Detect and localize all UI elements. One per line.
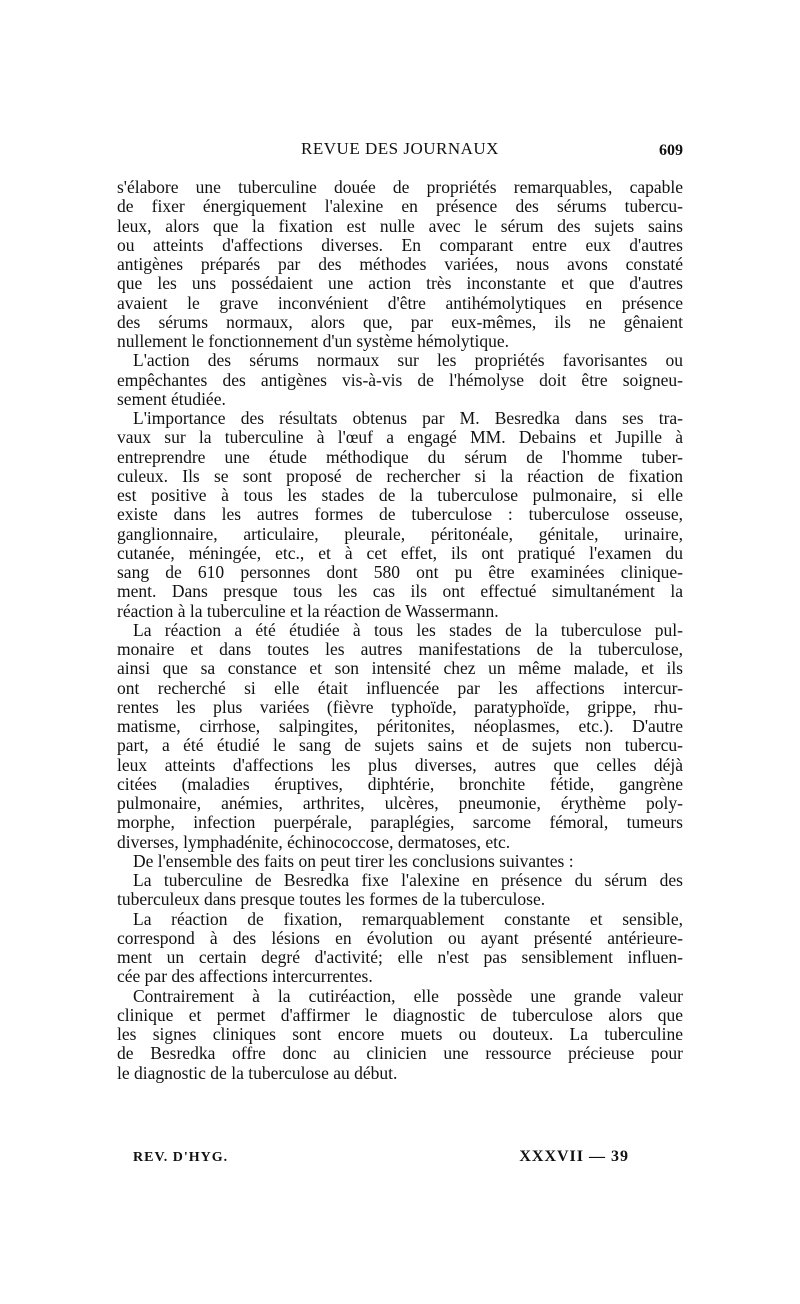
text-line: De l'ensemble des faits on peut tirer les conclusions suivantes : [133, 850, 574, 871]
text-line: ou atteints d'affections diverses. En comparant entre eux d'autres [117, 234, 683, 255]
text-line: ainsi que sa constance et son intensité chez un même malade, et ils [117, 658, 683, 679]
text-line: entreprendre une étude méthodique du sérum de l'homme tuber- [117, 446, 683, 467]
text-line: citées (maladies éruptives, diphtérie, bronchite fétide, gangrène [117, 773, 683, 794]
text-line: ment. Dans presque tous les cas ils ont effectué simultanément la [117, 581, 683, 602]
text-line: cutanée, méningée, etc., et à cet effet, ils ont pratiqué l'examen du [117, 542, 683, 563]
text-line: ont recherché si elle était influencée par les affections intercur- [117, 677, 683, 698]
text-line: leux, alors que la fixation est nulle avec le sérum des sujets sains [117, 215, 683, 236]
text-line: nullement le fonctionnement d'un système hémolytique. [117, 331, 509, 351]
text-line: ment un certain degré d'activité; elle n'est pas sensiblement influen- [117, 947, 683, 967]
text-line: réaction à la tuberculine et la réaction de Wassermann. [117, 600, 499, 621]
text-line: est positive à tous les stades de la tuberculose pulmonaire, si elle [117, 485, 683, 505]
printer-signature: XXXVII — 39 [519, 1148, 629, 1165]
text-line: correspond à des lésions en évolution ou ayant présenté antérieure- [117, 927, 683, 948]
text-line: existe dans les autres formes de tuberculose : tuberculose osseuse, [117, 504, 683, 525]
text-line: monaire et dans toutes les autres manifestations de la tuberculose, [117, 639, 683, 659]
text-line: le diagnostic de la tuberculose au début. [117, 1062, 398, 1083]
text-line: vaux sur la tuberculine à l'œuf a engagé MM. Debains et Jupille à [117, 427, 683, 448]
text-line: L'importance des résultats obtenus par M. Besredka dans ses tra- [133, 408, 683, 428]
text-line: s'élabore une tuberculine douée de propriétés remarquables, capable [117, 177, 683, 197]
text-line: pulmonaire, anémies, arthrites, ulcères, pneumonie, érythème poly- [117, 793, 683, 813]
text-line: La tuberculine de Besredka fixe l'alexine en présence du sérum des [133, 870, 683, 890]
text-line: part, a été étudié le sang de sujets sains et de sujets non tubercu- [117, 735, 683, 756]
text-line: les signes cliniques sont encore muets ou douteux. La tuberculine [117, 1024, 683, 1044]
page-header [117, 139, 683, 163]
text-line: sang de 610 personnes dont 580 ont pu être examinées clinique- [117, 562, 683, 582]
text-line: de fixer énergiquement l'alexine en présence des sérums tubercu- [117, 196, 683, 217]
text-line: tuberculeux dans presque toutes les formes de la tuberculose. [117, 889, 546, 910]
text-line: que les uns possédaient une action très inconstante et que d'autres [117, 273, 683, 294]
text-line: ganglionnaire, articulaire, pleurale, péritonéale, génitale, urinaire, [117, 523, 683, 544]
text-line: sement étudiée. [117, 388, 226, 409]
text-line: rentes les plus variées (fièvre typhoïde, paratyphoïde, grippe, rhu- [117, 696, 683, 717]
article-body [117, 178, 683, 1083]
text-line: leux atteints d'affections les plus diverses, autres que celles déjà [117, 754, 683, 775]
text-line: Contrairement à la cutiréaction, elle possède une grande valeur [133, 985, 683, 1006]
page-number: 609 [659, 142, 683, 159]
running-title: REVUE DES JOURNAUX [301, 139, 499, 158]
text-line: cée par des affections intercurrentes. [117, 966, 373, 987]
text-line: La réaction a été étudiée à tous les stades de la tuberculose pul- [133, 619, 683, 640]
text-line: empêchantes des antigènes vis-à-vis de l'hémolyse doit être soigneu- [117, 369, 683, 390]
text-line: culeux. Ils se sont proposé de rechercher si la réaction de fixation [117, 465, 683, 486]
text-line: des sérums normaux, alors que, par eux-mêmes, ils ne gênaient [117, 311, 683, 332]
text-line: morphe, infection puerpérale, paraplégies, sarcome fémoral, tumeurs [117, 812, 683, 833]
page-footer [133, 1148, 629, 1172]
text-line: de Besredka offre donc au clinicien une ressource précieuse pour [117, 1043, 683, 1064]
text-line: clinique et permet d'affirmer le diagnostic de tuberculose alors que [117, 1004, 683, 1025]
text-line: avaient le grave inconvénient d'être antihémolytiques en présence [117, 292, 683, 313]
text-line: La réaction de fixation, remarquablement constante et sensible, [133, 908, 683, 929]
text-line: matisme, cirrhose, salpingites, péritonites, néoplasmes, etc.). D'autre [117, 716, 683, 736]
text-line: antigènes préparés par des méthodes variées, nous avons constaté [117, 254, 683, 274]
text-line: L'action des sérums normaux sur les propriétés favorisantes ou [133, 350, 683, 371]
text-line: diverses, lymphadénite, échinococcose, dermatoses, etc. [117, 831, 511, 852]
journal-abbreviation: REV. D'HYG. [133, 1150, 229, 1165]
